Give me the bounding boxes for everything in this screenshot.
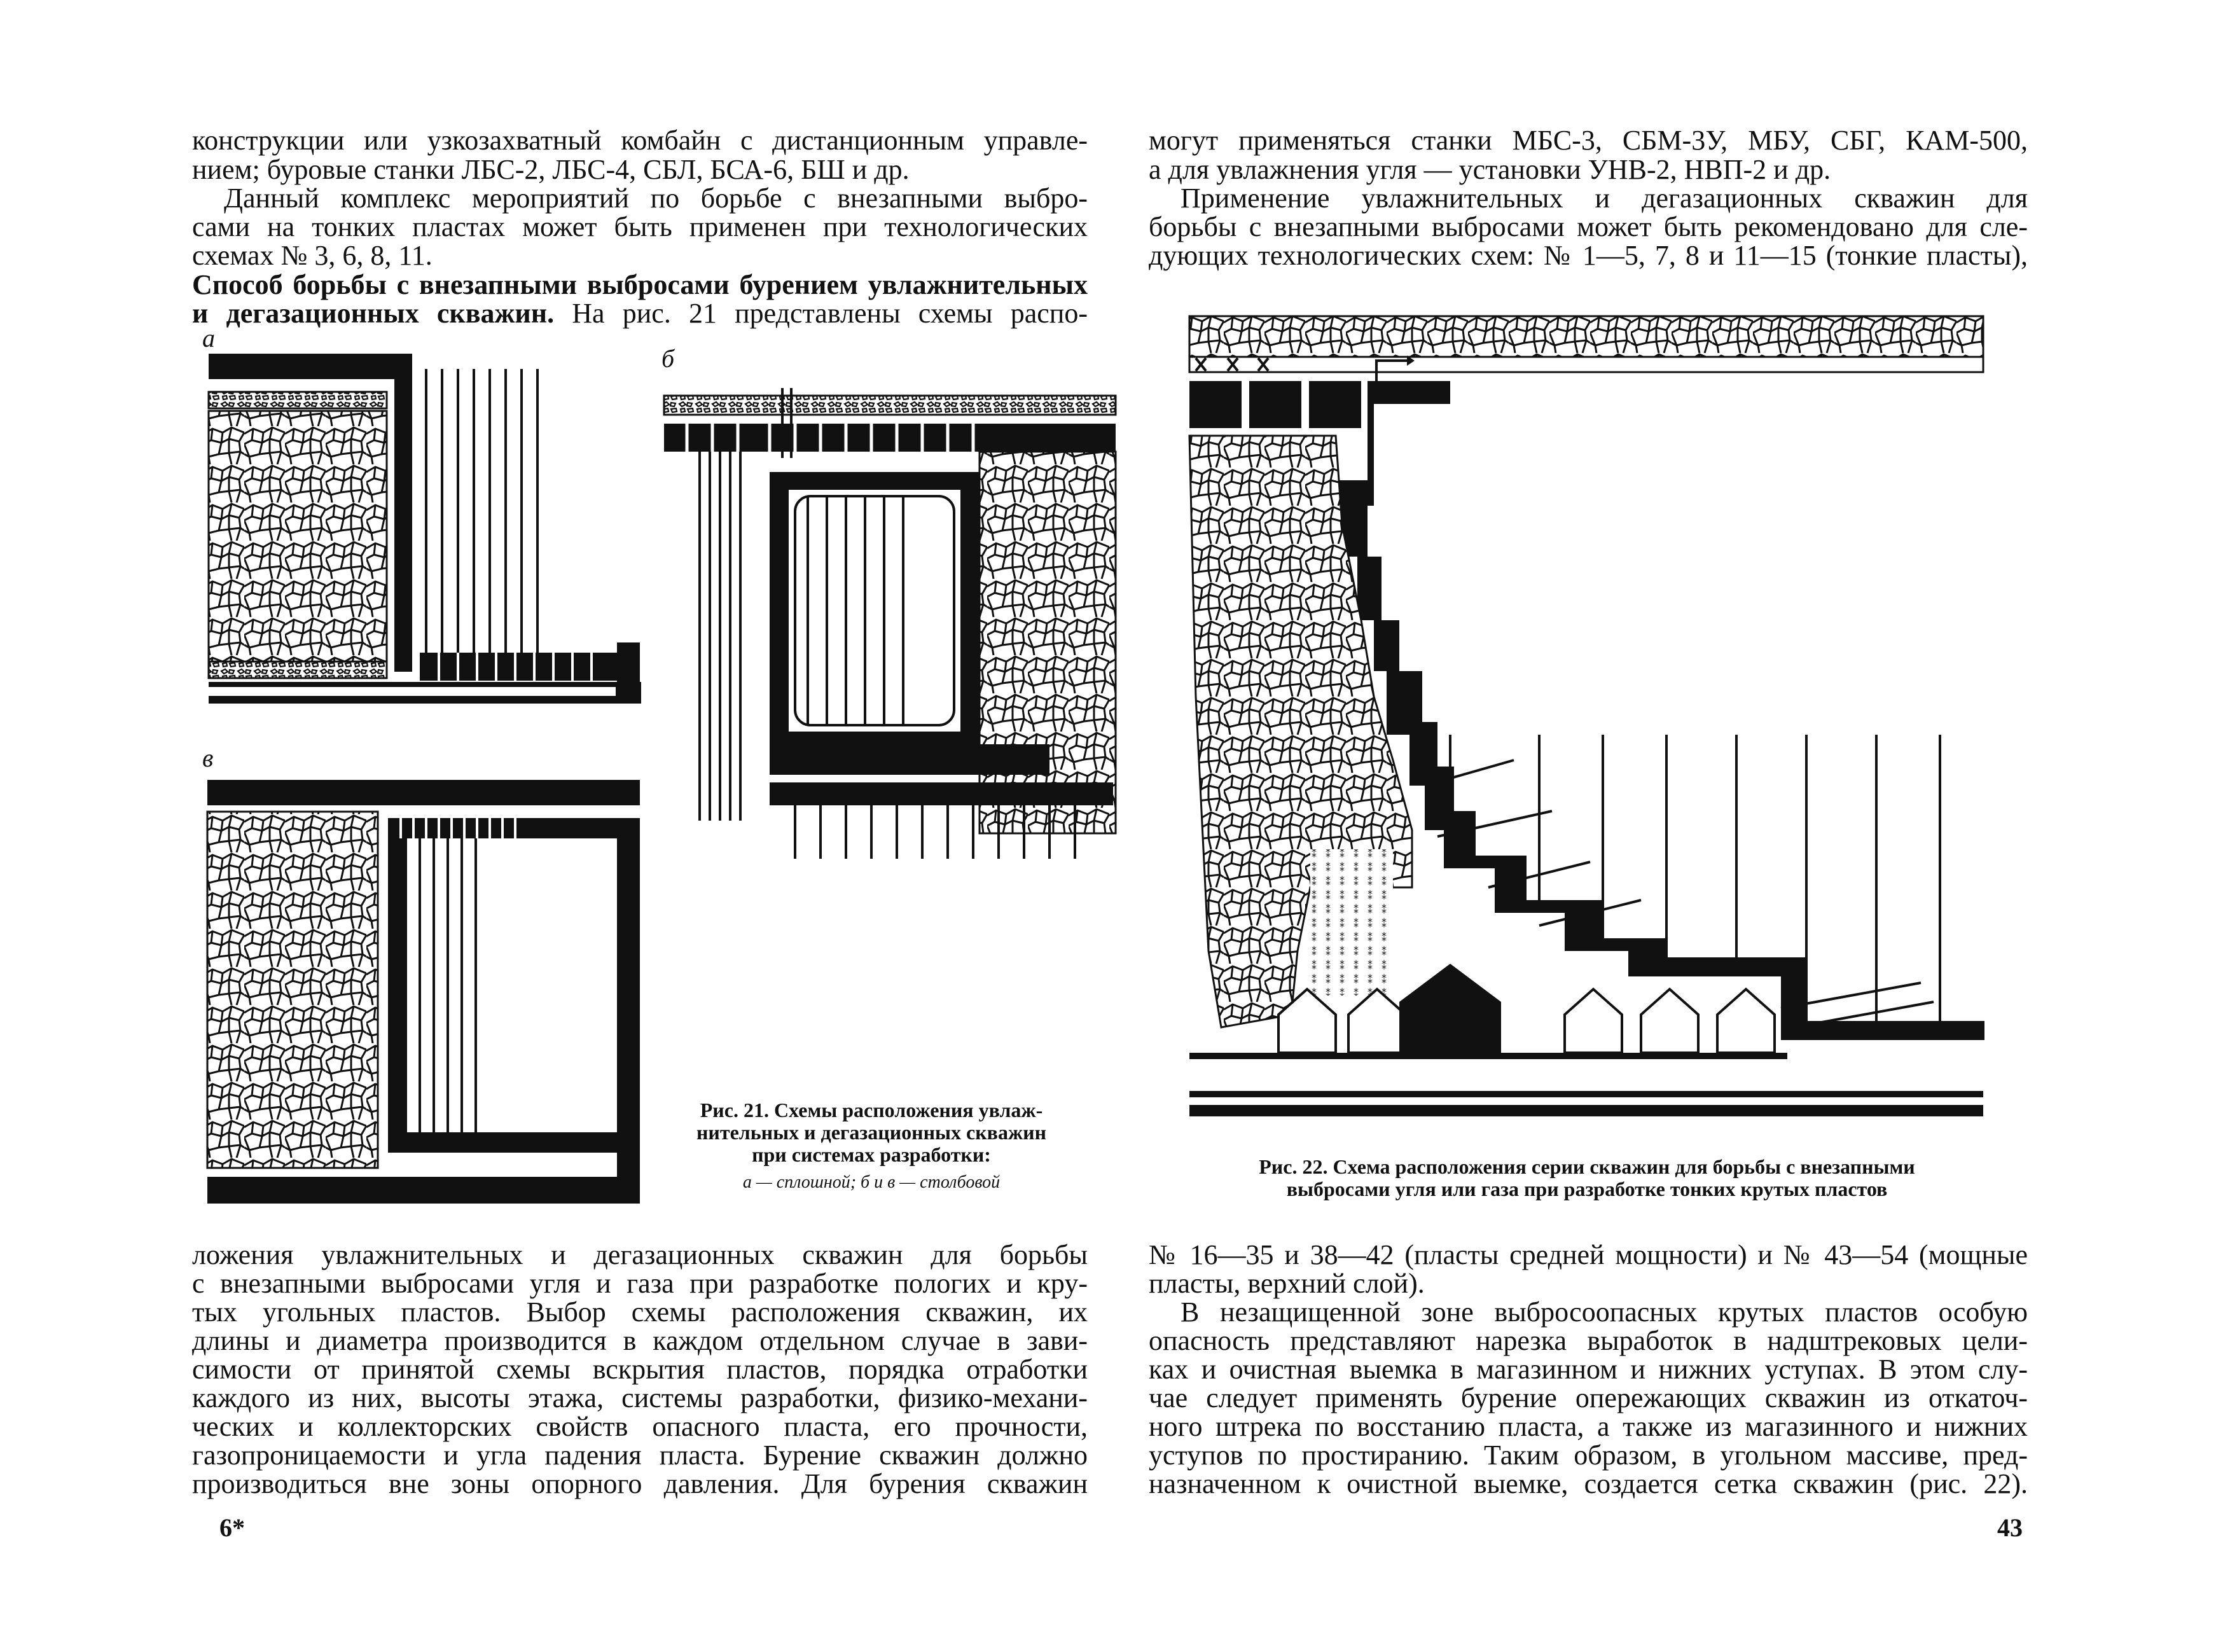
left-bottom-line-8: газопроницаемости и угла падения пласта. Бурение скважин должно (192, 1440, 1088, 1471)
right-para2-line-1: Применение увлажнительных и дегазационных скважин для (1181, 183, 2028, 214)
fig21-scheme-a (204, 350, 649, 706)
fig22-caption-line-2: выбросами угля или газа при разработке тонких крутых пластов (1286, 1177, 1888, 1200)
fig21-scheme-v (204, 776, 649, 1209)
fig21-label-v: в (202, 744, 214, 772)
right-para3-line-7: назначенном к очистной выемке, создается сетка скважин (рис. 22). (1149, 1468, 2028, 1499)
right-para3-line-6: уступов по простиранию. Таким образом, в угольном массиве, пред- (1149, 1440, 2028, 1471)
fig21-label-b: б (661, 344, 675, 373)
section-heading-line-2 (192, 299, 1088, 328)
right-para2-line-3: дующих технологических схем: № 1—5, 7, 8 и 11—15 (тонкие пласты), (1149, 240, 2028, 271)
right-top-line-1: могут применяться станки МБС-3, СБМ-3У, МБУ, СБГ, КАМ-500, (1149, 125, 2028, 156)
fig21-legend: а — сплошной; б и в — столбовой (742, 1172, 1001, 1192)
left-top-line-2: нием; буровые станки ЛБС-2, ЛБС-4, СБЛ, БСА-6, БШ и др. (192, 154, 910, 185)
fig21-caption-line-3: при системах разработки: (752, 1143, 991, 1166)
fig21-caption-line-2: нительных и дегазационных скважин (696, 1121, 1047, 1144)
right-para3-line-3: ках и очистная выемка в магазинном и нижних уступах. В этом слу- (1149, 1354, 2028, 1385)
right-bottom-line-1: № 16—35 и 38—42 (пласты средней мощности) и № 43—54 (мощные (1149, 1239, 2028, 1270)
left-para2-line-1: Данный комплекс мероприятий по борьбе с внезапными выбро- (224, 183, 1088, 214)
left-bottom-line-4: длины и диаметра производится в каждом отдельном случае в зави- (192, 1325, 1088, 1356)
right-para3-line-4: чае следует применять бурение опережающих скважин из откаточ- (1149, 1382, 2028, 1413)
fig21-caption-line-1: Рис. 21. Схемы расположения увлаж- (700, 1099, 1043, 1121)
left-bottom-line-1: ложения увлажнительных и дегазационных скважин для борьбы (192, 1239, 1088, 1270)
left-para2-line-3: схемах № 3, 6, 8, 11. (192, 240, 433, 271)
section-heading-line-1: Способ борьбы с внезапными выбросами бурением увлажнительных (192, 269, 1088, 300)
right-para3-line-1: В незащищенной зоне выбросоопасных крутых пластов особую (1181, 1296, 2028, 1328)
left-bottom-line-7: ческих и коллекторских свойств опасного пласта, его прочности, (192, 1411, 1088, 1442)
left-bottom-line-9: производиться вне зоны опорного давления. Для бурения скважин (192, 1468, 1088, 1499)
fig21-label-a: а (202, 324, 215, 352)
left-top-line-1: конструкции или узкозахватный комбайн с дистанционным управле- (192, 125, 1088, 156)
left-para2-line-2: сами на тонких пластах может быть применен при технологических (192, 211, 1088, 242)
right-para2-line-2: борьбы с внезапными выбросами может быть рекомендовано для сле- (1149, 211, 2028, 242)
left-bottom-line-3: тых угольных пластов. Выбор схемы расположения скважин, их (192, 1296, 1088, 1328)
right-top-line-2: а для увлажнения угля — установки УНВ-2, НВП-2 и др. (1149, 154, 1831, 185)
fig21-scheme-b (661, 388, 1119, 891)
section-heading-bold: и дегазационных скважин. (192, 298, 555, 329)
fig22-caption-line-1: Рис. 22. Схема расположения серии скважин для борьбы с внезапными (1259, 1155, 1915, 1178)
section-heading-rest: На рис. 21 представлены схемы распо- (554, 298, 1088, 329)
fig22-scheme (1183, 315, 1991, 1129)
left-bottom-line-6: каждого из них, высоты этажа, системы разработки, физико-механи- (192, 1382, 1088, 1413)
right-para3-line-2: опасность представляют нарезка выработок в надштрековых цели- (1149, 1325, 2028, 1356)
left-bottom-line-2: с внезапными выбросами угля и газа при разработке пологих и кру- (192, 1268, 1088, 1299)
page-number-right: 43 (1997, 1513, 2023, 1542)
left-bottom-line-5: симости от принятой схемы вскрытия пластов, порядка отработки (192, 1354, 1088, 1385)
page-number-left: 6* (219, 1513, 245, 1542)
right-bottom-line-2: пласты, верхний слой). (1149, 1268, 1425, 1299)
right-para3-line-5: ного штрека по восстанию пласта, а также из магазинного и нижних (1149, 1411, 2028, 1442)
